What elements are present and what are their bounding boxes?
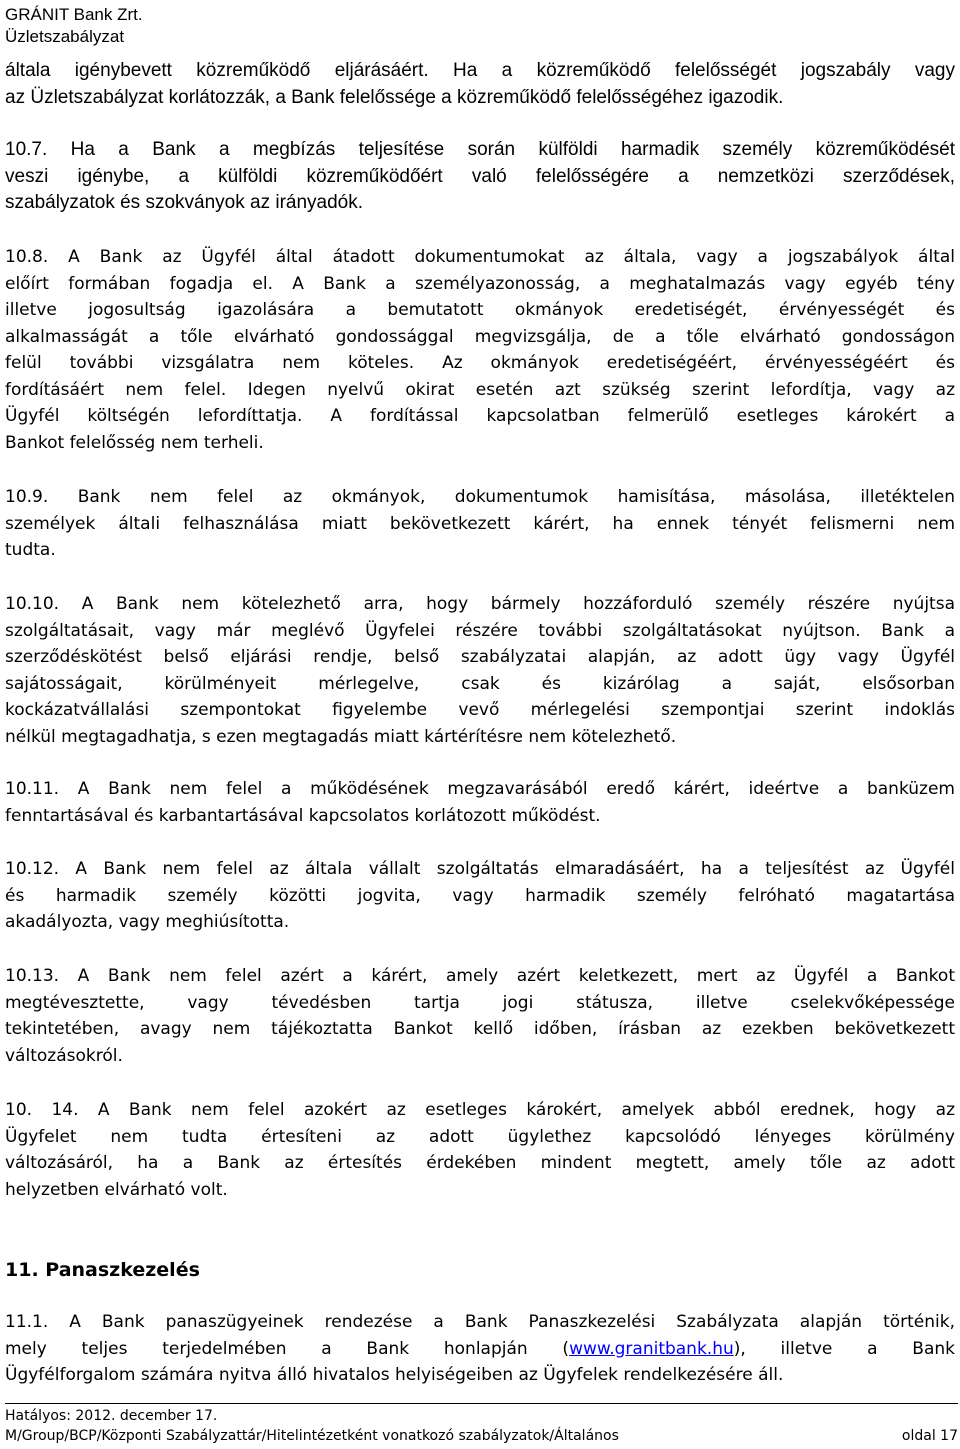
- text-line: fordításáért nem felel. Idegen nyelvű okirat esetén azt szükség szerint lefordítja, vagy az: [5, 379, 955, 400]
- paragraph-11-1: [5, 1309, 955, 1389]
- text-line: szabályzatok és szokványok az irányadók.: [5, 192, 364, 213]
- text-line: Ügyfelet nem tudta értesíteni az adott ügylethez kapcsolódó lényeges körülmény: [5, 1126, 955, 1147]
- text-line: 10.11. A Bank nem felel a működésének megzavarásából eredő kárért, ideértve a banküzem: [5, 779, 955, 799]
- paragraph-10-13: [5, 963, 955, 1069]
- text-line: változásokról.: [5, 1045, 123, 1066]
- text-line: Ügyfélforgalom számára nyitva álló hivatalos helyiségeiben az Ügyfelek rendelkezésére áll.: [5, 1365, 784, 1385]
- text-segment: mely teljes terjedelmében a Bank honlapján (: [5, 1338, 570, 1359]
- text-line: 10.10. A Bank nem kötelezhető arra, hogy bármely hozzáforduló személy részére nyújtsa: [5, 594, 955, 614]
- text-line: 10.9. Bank nem felel az okmányok, dokumentumok hamisítása, másolása, illetéktelen: [5, 487, 955, 507]
- text-line: tudta.: [5, 540, 56, 560]
- text-line: személyek általi felhasználása miatt bekövetkezett kárért, ha ennek tényét felismerni nem: [5, 513, 955, 534]
- text-line: az Üzletszabályzat korlátozzák, a Bank felelőssége a közreműködő felelősségéhez igazodik.: [5, 86, 784, 108]
- footer-row: [5, 1427, 958, 1445]
- document-title: Üzletszabályzat: [5, 27, 125, 46]
- paragraph-continuation: [5, 58, 955, 111]
- text-line: változásáról, ha a Bank az értesítés érdekében mindent megtett, amely tőle az adott: [5, 1153, 955, 1173]
- section-heading: 11. Panaszkezelés: [5, 1259, 200, 1281]
- paragraph-10-7: [5, 137, 955, 217]
- paragraph-10-11: [5, 776, 955, 829]
- text-line: és harmadik személy közötti jogvita, vagy harmadik személy felróható magatartása: [5, 885, 955, 906]
- document-path: M/Group/BCP/Központi Szabályzattár/Hitelintézetként vonatkozó szabályzatok/Általános: [5, 1428, 619, 1444]
- text-line: illetve jogosultság igazolására a bemutatott okmányok eredetiségét, érvényességét és: [5, 300, 955, 320]
- text-line: fenntartásával és karbantartásával kapcsolatos korlátozott működést.: [5, 805, 601, 826]
- text-line: [5, 1336, 955, 1363]
- text-line: nélkül megtagadhatja, s ezen megtagadás miatt kártérítésre nem kötelezhető.: [5, 726, 677, 747]
- text-line: 10. 14. A Bank nem felel azokért az esetleges károkért, amelyek abból erednek, hogy az: [5, 1100, 955, 1120]
- paragraph-10-8: [5, 244, 955, 456]
- text-line: 11.1. A Bank panaszügyeinek rendezése a Bank Panaszkezelési Szabályzata alapján történik,: [5, 1312, 955, 1332]
- text-line: Ügyfél költségén lefordíttatja. A fordítással kapcsolatban felmerülő esetleges károkért a: [5, 406, 955, 426]
- paragraph-10-10: [5, 591, 955, 750]
- text-line: helyzetben elvárható volt.: [5, 1179, 228, 1200]
- text-line: 10.12. A Bank nem felel az általa vállalt szolgáltatás elmaradásáért, ha a teljesítést az Ügyfél: [5, 859, 955, 879]
- text-line: felül további vizsgálatra nem köteles. Az okmányok eredetiségéért, érvényességéért és: [5, 353, 955, 373]
- text-line: előírt formában fogadja el. A Bank a személyazonosság, a meghatalmazás vagy egyéb tény: [5, 273, 955, 294]
- footer-rule: [5, 1403, 958, 1404]
- text-line: szolgáltatásait, vagy már meglévő Ügyfelei részére további szolgáltatásokat nyújtson. Bank a: [5, 620, 955, 641]
- text-line: akadályozta, vagy meghiúsította.: [5, 912, 290, 932]
- company-name: GRÁNIT Bank Zrt.: [5, 5, 143, 24]
- text-segment: ), illetve a Bank: [733, 1338, 955, 1359]
- text-line: veszi igénybe, a külföldi közreműködőért való felelősségére a nemzetközi szerződések,: [5, 165, 955, 187]
- text-line: általa igénybevett közreműködő eljárásáért. Ha a közreműködő felelősségét jogszabály vagy: [5, 60, 955, 81]
- effective-date: Hatályos: 2012. december 17.: [5, 1408, 218, 1424]
- paragraph-10-9: [5, 484, 955, 564]
- text-line: alkalmasságát a tőle elvárható gondossággal megvizsgálja, de a tőle elvárható gondosságon: [5, 326, 955, 347]
- text-line: 10.8. A Bank az Ügyfél által átadott dokumentumokat az általa, vagy a jogszabályok által: [5, 247, 955, 267]
- text-line: szerződéskötést belső eljárási rendje, belső szabályzatai alapján, az adott ügy vagy Ügyfél: [5, 647, 955, 667]
- text-line: sajátosságait, körülményeit mérlegelve, csak és kizárólag a saját, elsősorban: [5, 673, 955, 694]
- website-link[interactable]: www.granitbank.hu: [569, 1338, 734, 1359]
- text-line: 10.13. A Bank nem felel azért a kárért, amely azért keletkezett, mert az Ügyfél a Bankot: [5, 966, 955, 986]
- text-line: Bankot felelősség nem terheli.: [5, 432, 264, 453]
- text-line: tekintetében, avagy nem tájékoztatta Bankot kellő időben, írásban az ezekben bekövetkezett: [5, 1019, 955, 1039]
- text-line: kockázatvállalási szempontokat figyelembe vevő mérlegelési szempontjai szerint indoklás: [5, 700, 955, 720]
- text-line: megtévesztette, vagy tévedésben tartja jogi státusza, illetve cselekvőképessége: [5, 992, 955, 1013]
- paragraph-10-12: [5, 856, 955, 936]
- text-line: 10.7. Ha a Bank a megbízás teljesítése során külföldi harmadik személy közreműködését: [5, 139, 955, 160]
- paragraph-10-14: [5, 1097, 955, 1203]
- page-number: oldal 17: [901, 1428, 958, 1444]
